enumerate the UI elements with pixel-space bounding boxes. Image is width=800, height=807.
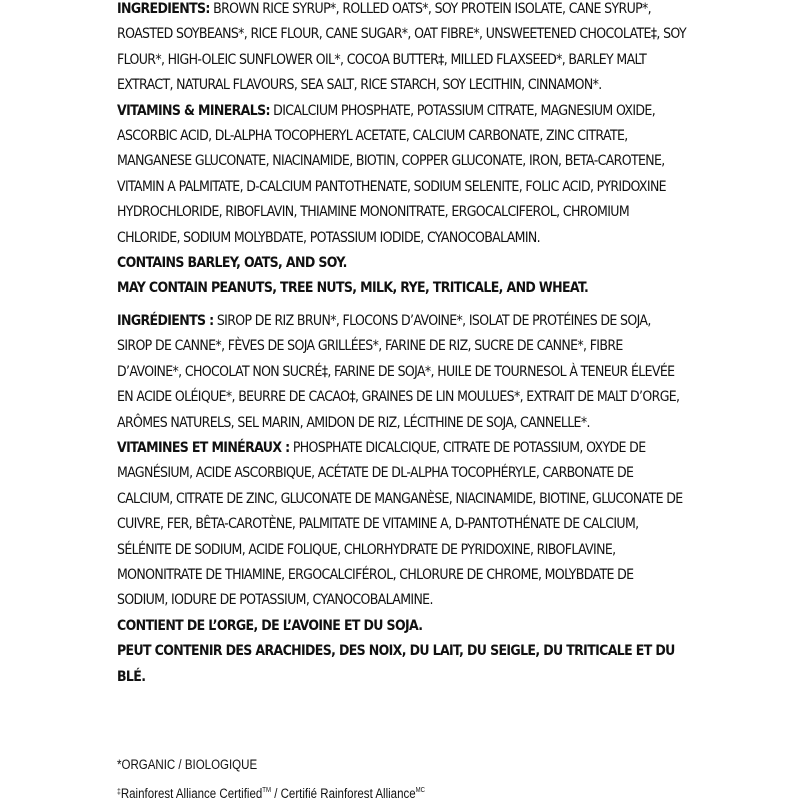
english-contains-text: CONTAINS BARLEY, OATS, AND SOY.: [117, 254, 347, 272]
section-gap: [117, 301, 687, 308]
english-ingredients-heading: INGREDIENTS:: [117, 0, 210, 17]
rainforest-en: Rainforest Alliance Certified: [120, 786, 263, 801]
english-contains: [117, 250, 687, 275]
french-may-contain-text: PEUT CONTENIR DES ARACHIDES, DES NOIX, DU LAIT, DU SEIGLE, DU TRITICALE ET DU BLÉ.: [117, 642, 675, 685]
english-ingredients: [117, 0, 687, 98]
french-ingredients: [117, 308, 687, 435]
english-vitamins-heading: VITAMINS & MINERALS:: [117, 101, 270, 119]
footer-separator: /: [270, 786, 281, 801]
english-vitamins: [117, 98, 687, 250]
ingredients-label: [117, 0, 687, 689]
french-vitamins-text: PHOSPHATE DICALCIQUE, CITRATE DE POTASSIUM, OXYDE DE MAGNÉSIUM, ACIDE ASCORBIQUE, ACÉTATE DE DL-ALPHA TOCOPHÉRYLE, CARBONATE DE CALCIUM, CITRATE DE ZINC, GLUCONATE DE MANGANÈSE, NIACINAMIDE, BIOTINE, GLUCONATE DE CUIVRE, FER, BÊTA-CAROTÈNE, PALMITATE DE VITAMINE A, D-PANTOTHÉNATE DE CALCIUM, SÉLÉNITE DE SODIUM, ACIDE FOLIQUE, CHLORHYDRATE DE PYRIDOXINE, RIBOFLAVINE, MONONITRATE DE THIAMINE, ERGOCALCIFÉROL, CHLORURE DE CHROME, MOLYBDATE DE SODIUM, IODURE DE POTASSIUM, CYANOCOBALAMINE.: [117, 438, 683, 609]
english-section: [117, 0, 687, 689]
rainforest-note: [117, 778, 425, 807]
french-contains-text: CONTIENT DE L’ORGE, DE L’AVOINE ET DU SOJA.: [117, 616, 423, 634]
french-contains: [117, 613, 687, 638]
footer-notes: [117, 752, 425, 807]
english-may-contain: [117, 275, 687, 300]
english-vitamins-text: DICALCIUM PHOSPHATE, POTASSIUM CITRATE, MAGNESIUM OXIDE, ASCORBIC ACID, DL-ALPHA TOCOPHERYL ACETATE, CALCIUM CARBONATE, ZINC CITRATE, MANGANESE GLUCONATE, NIACINAMIDE, BIOTIN, COPPER GLUCONATE, IRON, BETA-CAROTENE, VITAMIN A PALMITATE, D-CALCIUM PANTOTHENATE, SODIUM SELENITE, FOLIC ACID, PYRIDOXINE HYDROCHLORIDE, RIBOFLAVIN, THIAMINE MONONITRATE, ERGOCALCIFEROL, CHROMIUM CHLORIDE, SODIUM MOLYBDATE, POTASSIUM IODIDE, CYANOCOBALAMIN.: [117, 101, 666, 246]
english-may-contain-text: MAY CONTAIN PEANUTS, TREE NUTS, MILK, RYE, TRITICALE, AND WHEAT.: [117, 279, 589, 297]
rainforest-fr: Certifié Rainforest Alliance: [280, 786, 416, 801]
french-may-contain: [117, 638, 687, 689]
french-vitamins-heading: VITAMINES ET MINÉRAUX :: [117, 438, 290, 456]
organic-note: *ORGANIC / BIOLOGIQUE: [117, 757, 258, 772]
french-vitamins: [117, 435, 687, 613]
french-ingredients-text: SIROP DE RIZ BRUN*, FLOCONS D’AVOINE*, ISOLAT DE PROTÉINES DE SOJA, SIROP DE CANNE*, FÈVES DE SOJA GRILLÉES*, FARINE DE RIZ, SUCRE DE CANNE*, FIBRE D’AVOINE*, CHOCOLAT NON SUCRÉ‡, FARINE DE SOJA*, HUILE DE TOURNESOL À TENEUR ÉLEVÉE EN ACIDE OLÉIQUE*, BEURRE DE CACAO‡, GRAINES DE LIN MOULUES*, EXTRAIT DE MALT D’ORGE, ARÔMES NATURELS, SEL MARIN, AMIDON DE RIZ, LÉCITHINE DE SOJA, CANNELLE*.: [117, 311, 680, 431]
french-ingredients-heading: INGRÉDIENTS :: [117, 311, 214, 329]
trademark-tm: TM: [262, 787, 271, 794]
trademark-mc: MC: [415, 787, 426, 794]
english-ingredients-text: BROWN RICE SYRUP*, ROLLED OATS*, SOY PROTEIN ISOLATE, CANE SYRUP*, ROASTED SOYBEANS*, RICE FLOUR, CANE SUGAR*, OAT FIBRE*, UNSWEETENED CHOCOLATE‡, SOY FLOUR*, HIGH-OLEIC SUNFLOWER OIL*, COCOA BUTTER‡, MILLED FLAXSEED*, BARLEY MALT EXTRACT, NATURAL FLAVOURS, SEA SALT, RICE STARCH, SOY LECITHIN, CINNAMON*.: [117, 0, 686, 94]
dagger-symbol: ‡: [117, 787, 121, 796]
